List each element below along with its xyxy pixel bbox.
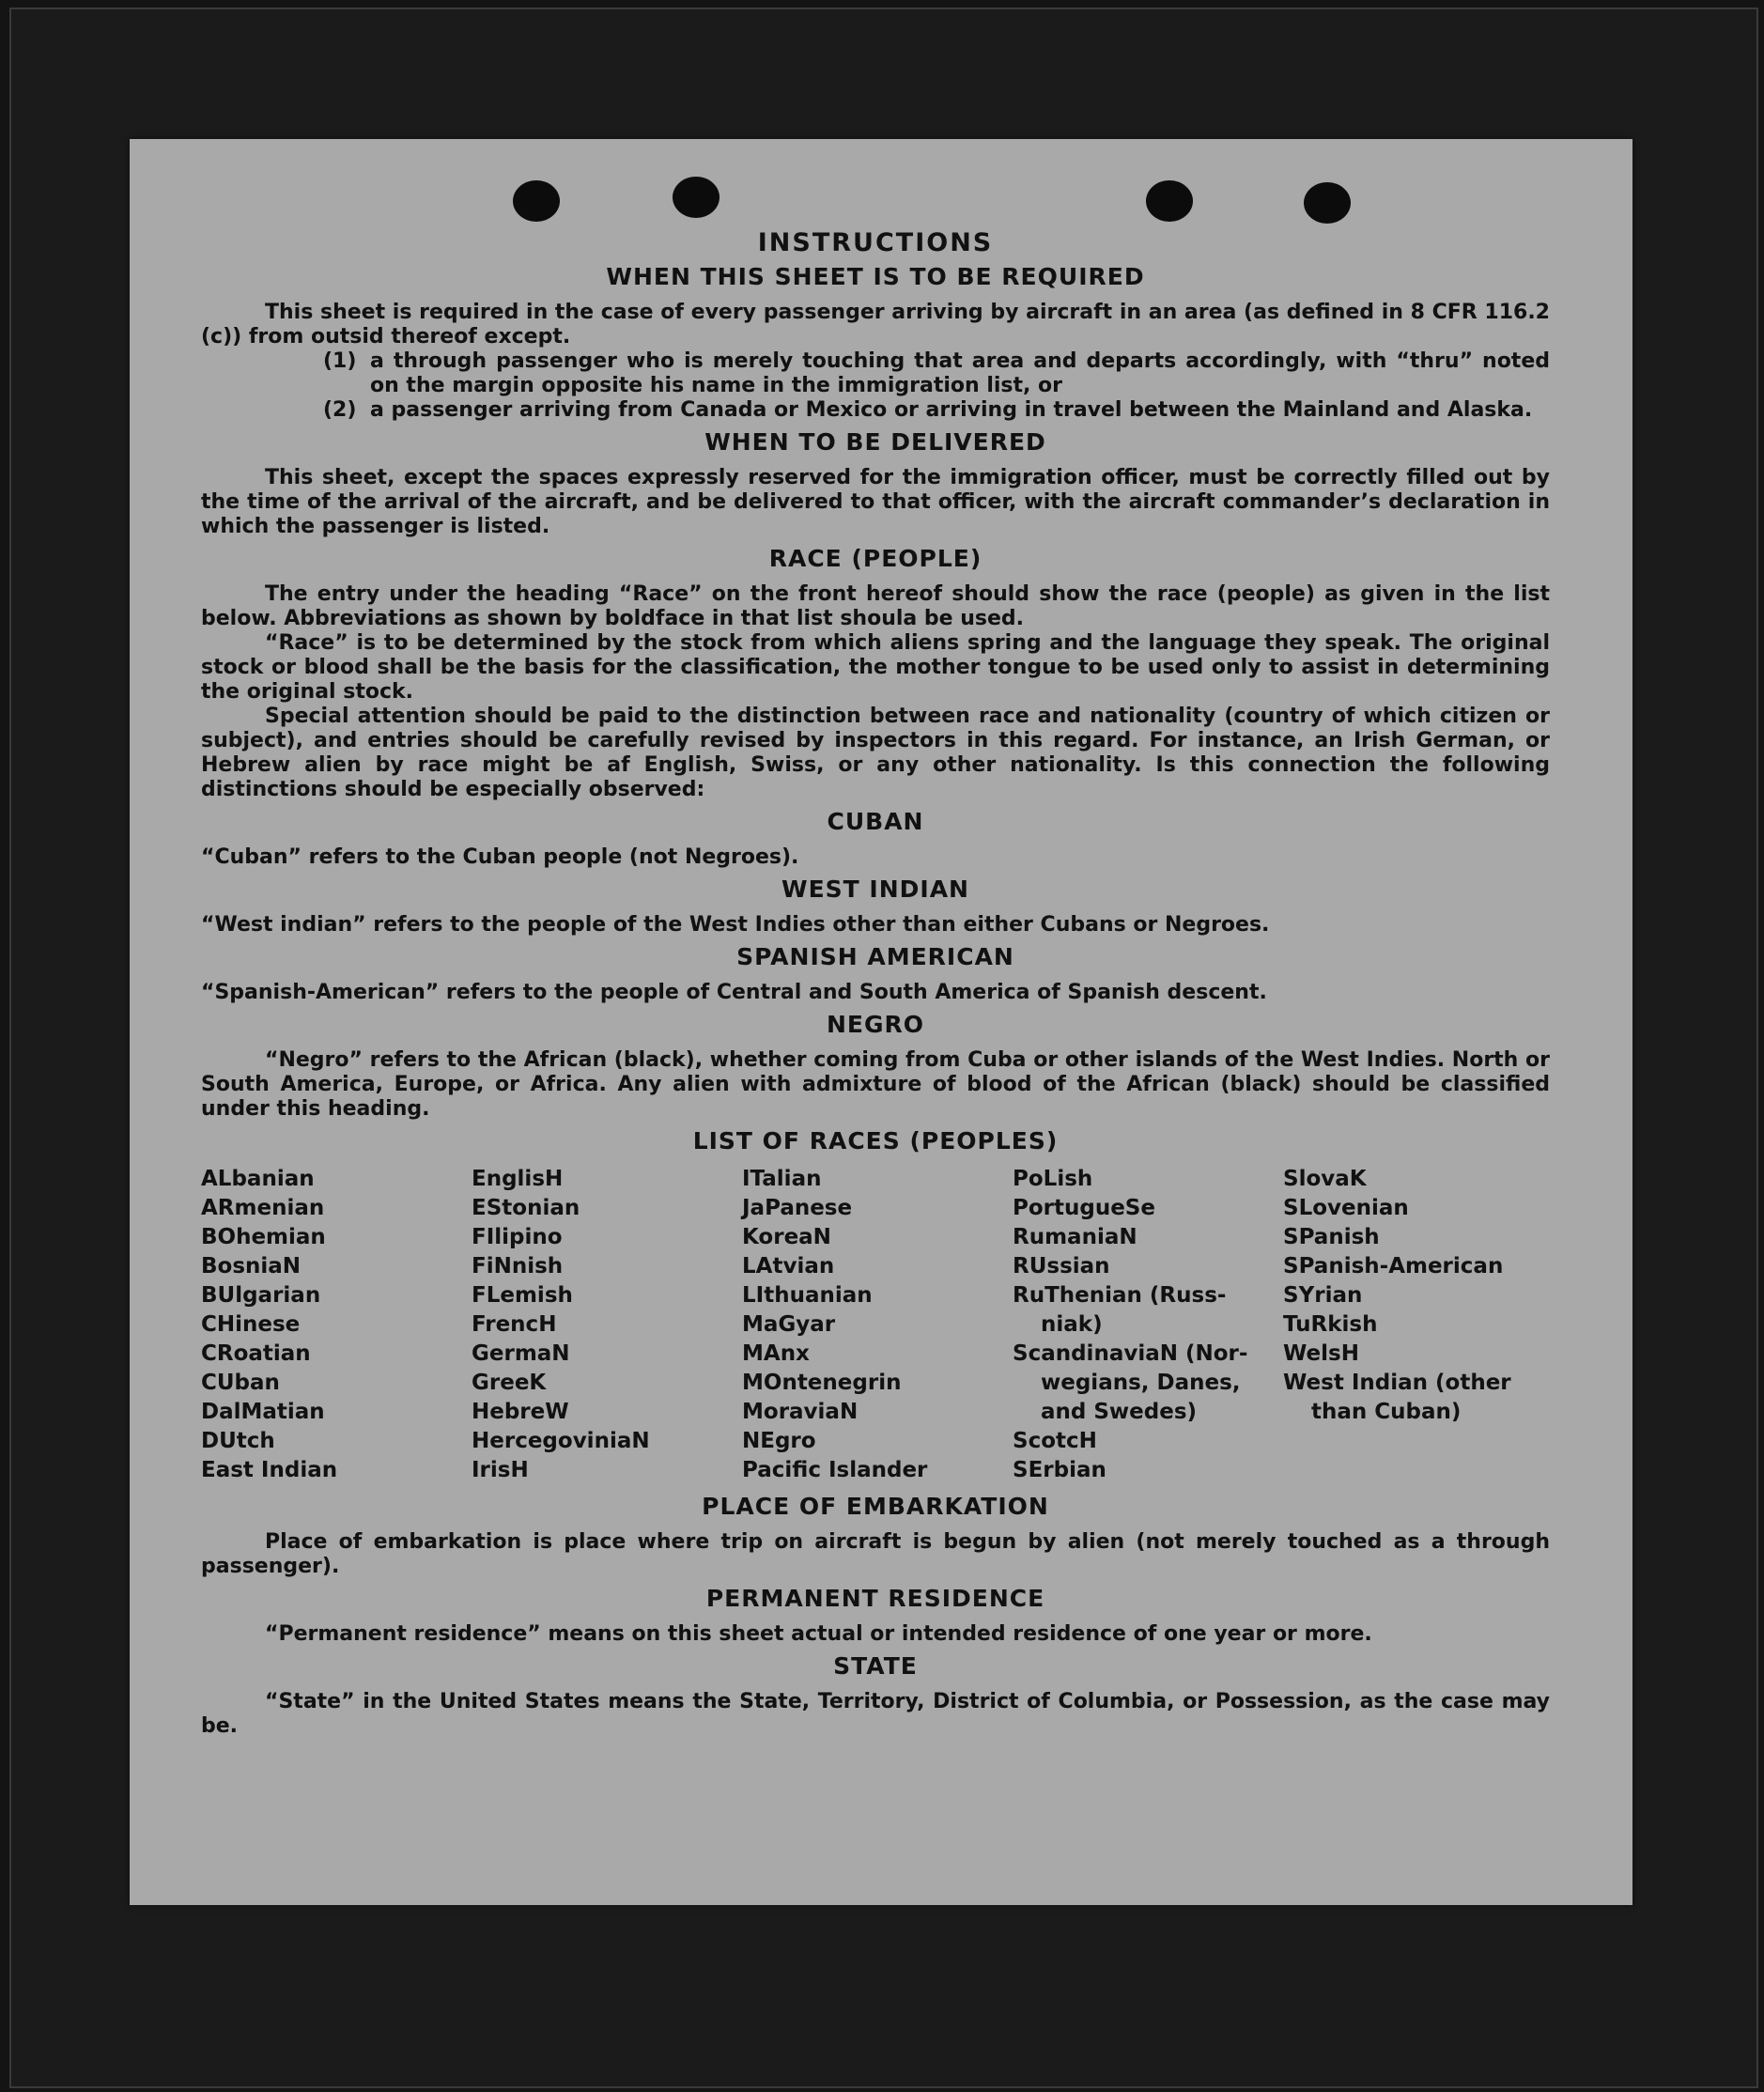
race-entry: RUssian (1013, 1254, 1110, 1278)
race-entry: SErbian (1013, 1458, 1106, 1482)
spanish-american-text: “Spanish-American” refers to the people of Central and South America of Spanish descent. (201, 981, 1267, 1004)
race-people-heading: RACE (PEOPLE) (768, 545, 983, 572)
race-entry: MOntenegrin (742, 1371, 902, 1395)
race-entry: BosniaN (201, 1254, 302, 1278)
race-entry: MAnx (742, 1341, 810, 1366)
races-list (201, 1165, 1550, 1485)
race-entry: FrencH (472, 1312, 557, 1337)
race-entry: wegians, Danes, (1041, 1371, 1241, 1395)
race-entry: RuThenian (Russ- (1013, 1283, 1227, 1308)
race-entry: BUlgarian (201, 1283, 321, 1308)
race-entry: ScotcH (1013, 1429, 1097, 1453)
race-entry: PoLish (1013, 1167, 1093, 1191)
race-entry: SLovenian (1283, 1196, 1409, 1220)
race-entry: and Swedes) (1041, 1400, 1198, 1424)
race-entry: GreeK (472, 1371, 547, 1395)
instructions-title: INSTRUCTIONS (757, 228, 994, 257)
race-entry: SYrian (1283, 1283, 1363, 1308)
race-entry: JaPanese (742, 1196, 853, 1220)
race-entry: WelsH (1283, 1341, 1359, 1366)
exception-item (323, 398, 1550, 423)
race-entry: MaGyar (742, 1312, 836, 1337)
race-paragraph-2: “Race” is to be determined by the stock from which aliens spring and the language they speak. The original stock or blood shall be the basis for the classification, the mother tongue to be used only to assist in determining the original stock. (201, 631, 1550, 704)
race-entry: MoraviaN (742, 1400, 859, 1424)
negro-text: “Negro” refers to the African (black), whether coming from Cuba or other islands of the West Indies. North or South America, Europe, or Africa. Any alien with admixture of blood of the African (black) should be classified under this heading. (201, 1048, 1550, 1121)
race-entry: ALbanian (201, 1167, 315, 1191)
race-paragraph-3: Special attention should be paid to the distinction between race and nationality (country of which citizen or subject), and entries should be carefully revised by inspectors in this regard. For instance, an Irish German, or Hebrew alien by race might be af English, Swiss, or any other nationality. Is this connection the following distinctions should be especially observed: (201, 705, 1550, 801)
race-entry: CHinese (201, 1312, 301, 1337)
punch-hole (673, 177, 720, 218)
race-entry: LAtvian (742, 1254, 835, 1278)
punch-hole (513, 180, 560, 222)
races-column (201, 1165, 472, 1485)
race-entry: ITalian (742, 1167, 822, 1191)
when-required-heading: WHEN THIS SHEET IS TO BE REQUIRED (606, 263, 1145, 290)
race-entry: East Indian (201, 1458, 338, 1482)
race-entry: ARmenian (201, 1196, 325, 1220)
cuban-heading: CUBAN (827, 808, 924, 835)
race-entry: ScandinaviaN (Nor- (1013, 1341, 1248, 1366)
race-entry: BOhemian (201, 1225, 326, 1249)
race-entry: FiNnish (472, 1254, 564, 1278)
race-entry: FIlipino (472, 1225, 563, 1249)
races-column (1283, 1165, 1554, 1485)
race-entry: PortugueSe (1013, 1196, 1155, 1220)
race-entry: EnglisH (472, 1167, 564, 1191)
when-delivered-paragraph: This sheet, except the spaces expressly reserved for the immigration officer, must be correctly filled out by the time of the arrival of the aircraft, and be delivered to that officer, with the aircraft commander’s declaration in which the passenger is listed. (201, 466, 1550, 538)
west-indian-text: “West indian” refers to the people of the West Indies other than either Cubans or Negroes. (201, 913, 1270, 937)
race-entry: HercegoviniaN (472, 1429, 650, 1453)
race-entry: FLemish (472, 1283, 573, 1308)
races-column (1013, 1165, 1283, 1485)
race-entry: TuRkish (1283, 1312, 1378, 1337)
embarkation-heading: PLACE OF EMBARKATION (702, 1493, 1049, 1520)
race-entry: EStonian (472, 1196, 580, 1220)
race-entry: SlovaK (1283, 1167, 1367, 1191)
race-entry: niak) (1041, 1312, 1103, 1337)
races-column (742, 1165, 1013, 1485)
negro-heading: NEGRO (826, 1011, 925, 1038)
race-entry: SPanish-American (1283, 1254, 1504, 1278)
when-delivered-heading: WHEN TO BE DELIVERED (704, 428, 1046, 456)
spanish-american-heading: SPANISH AMERICAN (736, 943, 1014, 970)
west-indian-heading: WEST INDIAN (781, 876, 969, 903)
race-entry: than Cuban) (1311, 1400, 1462, 1424)
races-column (472, 1165, 742, 1485)
race-entry: NEgro (742, 1429, 816, 1453)
embarkation-text: Place of embarkation is place where trip on aircraft is begun by alien (not merely touched as a through passenger). (201, 1530, 1550, 1578)
exception-item (323, 349, 1550, 398)
state-heading: STATE (833, 1652, 918, 1680)
race-entry: RumaniaN (1013, 1225, 1137, 1249)
race-entry: HebreW (472, 1400, 569, 1424)
race-entry: GermaN (472, 1341, 570, 1366)
race-entry: West Indian (other (1283, 1371, 1511, 1395)
exception-number: (2) (323, 398, 357, 422)
when-required-paragraph: This sheet is required in the case of every passenger arriving by aircraft in an area (as defined in 8 CFR 116.2 (c)) from outsid thereof except. (201, 301, 1550, 349)
race-entry: CRoatian (201, 1341, 311, 1366)
race-entry: IrisH (472, 1458, 529, 1482)
race-entry: Pacific Islander (742, 1458, 928, 1482)
punch-hole (1146, 180, 1193, 222)
race-entry: DUtch (201, 1429, 275, 1453)
document-sheet (130, 139, 1632, 1905)
cuban-text: “Cuban” refers to the Cuban people (not Negroes). (201, 845, 799, 869)
exception-text: a passenger arriving from Canada or Mexico or arriving in travel between the Mainland and Alaska. (370, 398, 1533, 422)
race-entry: DalMatian (201, 1400, 325, 1424)
race-entry: SPanish (1283, 1225, 1380, 1249)
punch-hole (1304, 182, 1351, 224)
exception-number: (1) (323, 349, 357, 373)
race-paragraph-1: The entry under the heading “Race” on the front hereof should show the race (people) as given in the list below. Abbreviations as shown by boldface in that list shoula be used. (201, 582, 1550, 630)
race-entry: KoreaN (742, 1225, 831, 1249)
state-text: “State” in the United States means the State, Territory, District of Columbia, or Possession, as the case may be. (201, 1690, 1550, 1738)
permanent-residence-text: “Permanent residence” means on this sheet actual or intended residence of one year or more. (265, 1622, 1372, 1646)
instructions-content (201, 229, 1550, 1739)
race-entry: LIthuanian (742, 1283, 873, 1308)
permanent-residence-heading: PERMANENT RESIDENCE (705, 1585, 1045, 1612)
race-entry: CUban (201, 1371, 280, 1395)
list-of-races-heading: LIST OF RACES (PEOPLES) (692, 1127, 1059, 1154)
exception-text: a through passenger who is merely touching that area and departs accordingly, with “thru” noted on the margin opposite his name in the immigration list, or (370, 349, 1550, 397)
